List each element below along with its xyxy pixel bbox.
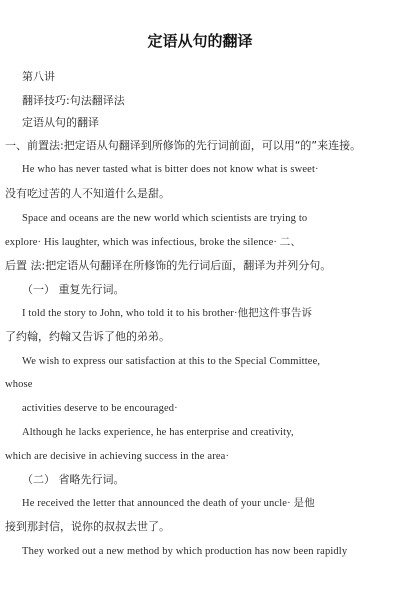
subsection-heading: （一） 重复先行词。 — [22, 283, 125, 296]
example-sentence: They worked out a new method by which production has now been rapidly — [22, 546, 348, 557]
example-sentence: Although he lacks experience, he has enterprise and creativity, — [22, 427, 294, 438]
subsection-heading: （二） 省略先行词。 — [22, 473, 125, 486]
topic-heading: 定语从句的翻译 — [22, 116, 99, 129]
example-translation: 了约翰，约翰又告诉了他的弟弟。 — [5, 330, 170, 343]
document-title: 定语从句的翻译 — [147, 32, 253, 50]
example-sentence: Space and oceans are the new world which scientists are trying to — [22, 213, 308, 224]
example-sentence: explore· His laughter, which was infectious, broke the silence· 二、 — [5, 237, 302, 248]
example-sentence: He received the letter that announced the death of your uncle· 是他 — [22, 498, 315, 509]
example-sentence: whose — [5, 379, 33, 390]
lecture-number: 第八讲 — [22, 70, 55, 83]
example-sentence: activities deserve to be encouraged· — [22, 403, 178, 414]
example-sentence: which are decisive in achieving success in the area· — [5, 451, 230, 462]
example-sentence: We wish to express our satisfaction at this to the Special Committee, — [22, 356, 321, 367]
example-translation: 没有吃过苦的人不知道什么是甜。 — [5, 187, 170, 200]
section-heading: 翻译技巧:句法翻译法 — [22, 94, 125, 107]
example-translation: 接到那封信，说你的叔叔去世了。 — [5, 520, 170, 533]
method-two-heading: 后置 法:把定语从句翻译在所修饰的先行词后面，翻译为并列分句。 — [5, 259, 332, 272]
example-sentence: He who has never tasted what is bitter does not know what is sweet· — [22, 164, 319, 175]
example-sentence: I told the story to John, who told it to his brother·他把这件事告诉 — [22, 308, 313, 319]
method-one-heading: 一、前置法:把定语从句翻译到所修饰的先行词前面，可以用“的”来连接。 — [5, 139, 362, 152]
